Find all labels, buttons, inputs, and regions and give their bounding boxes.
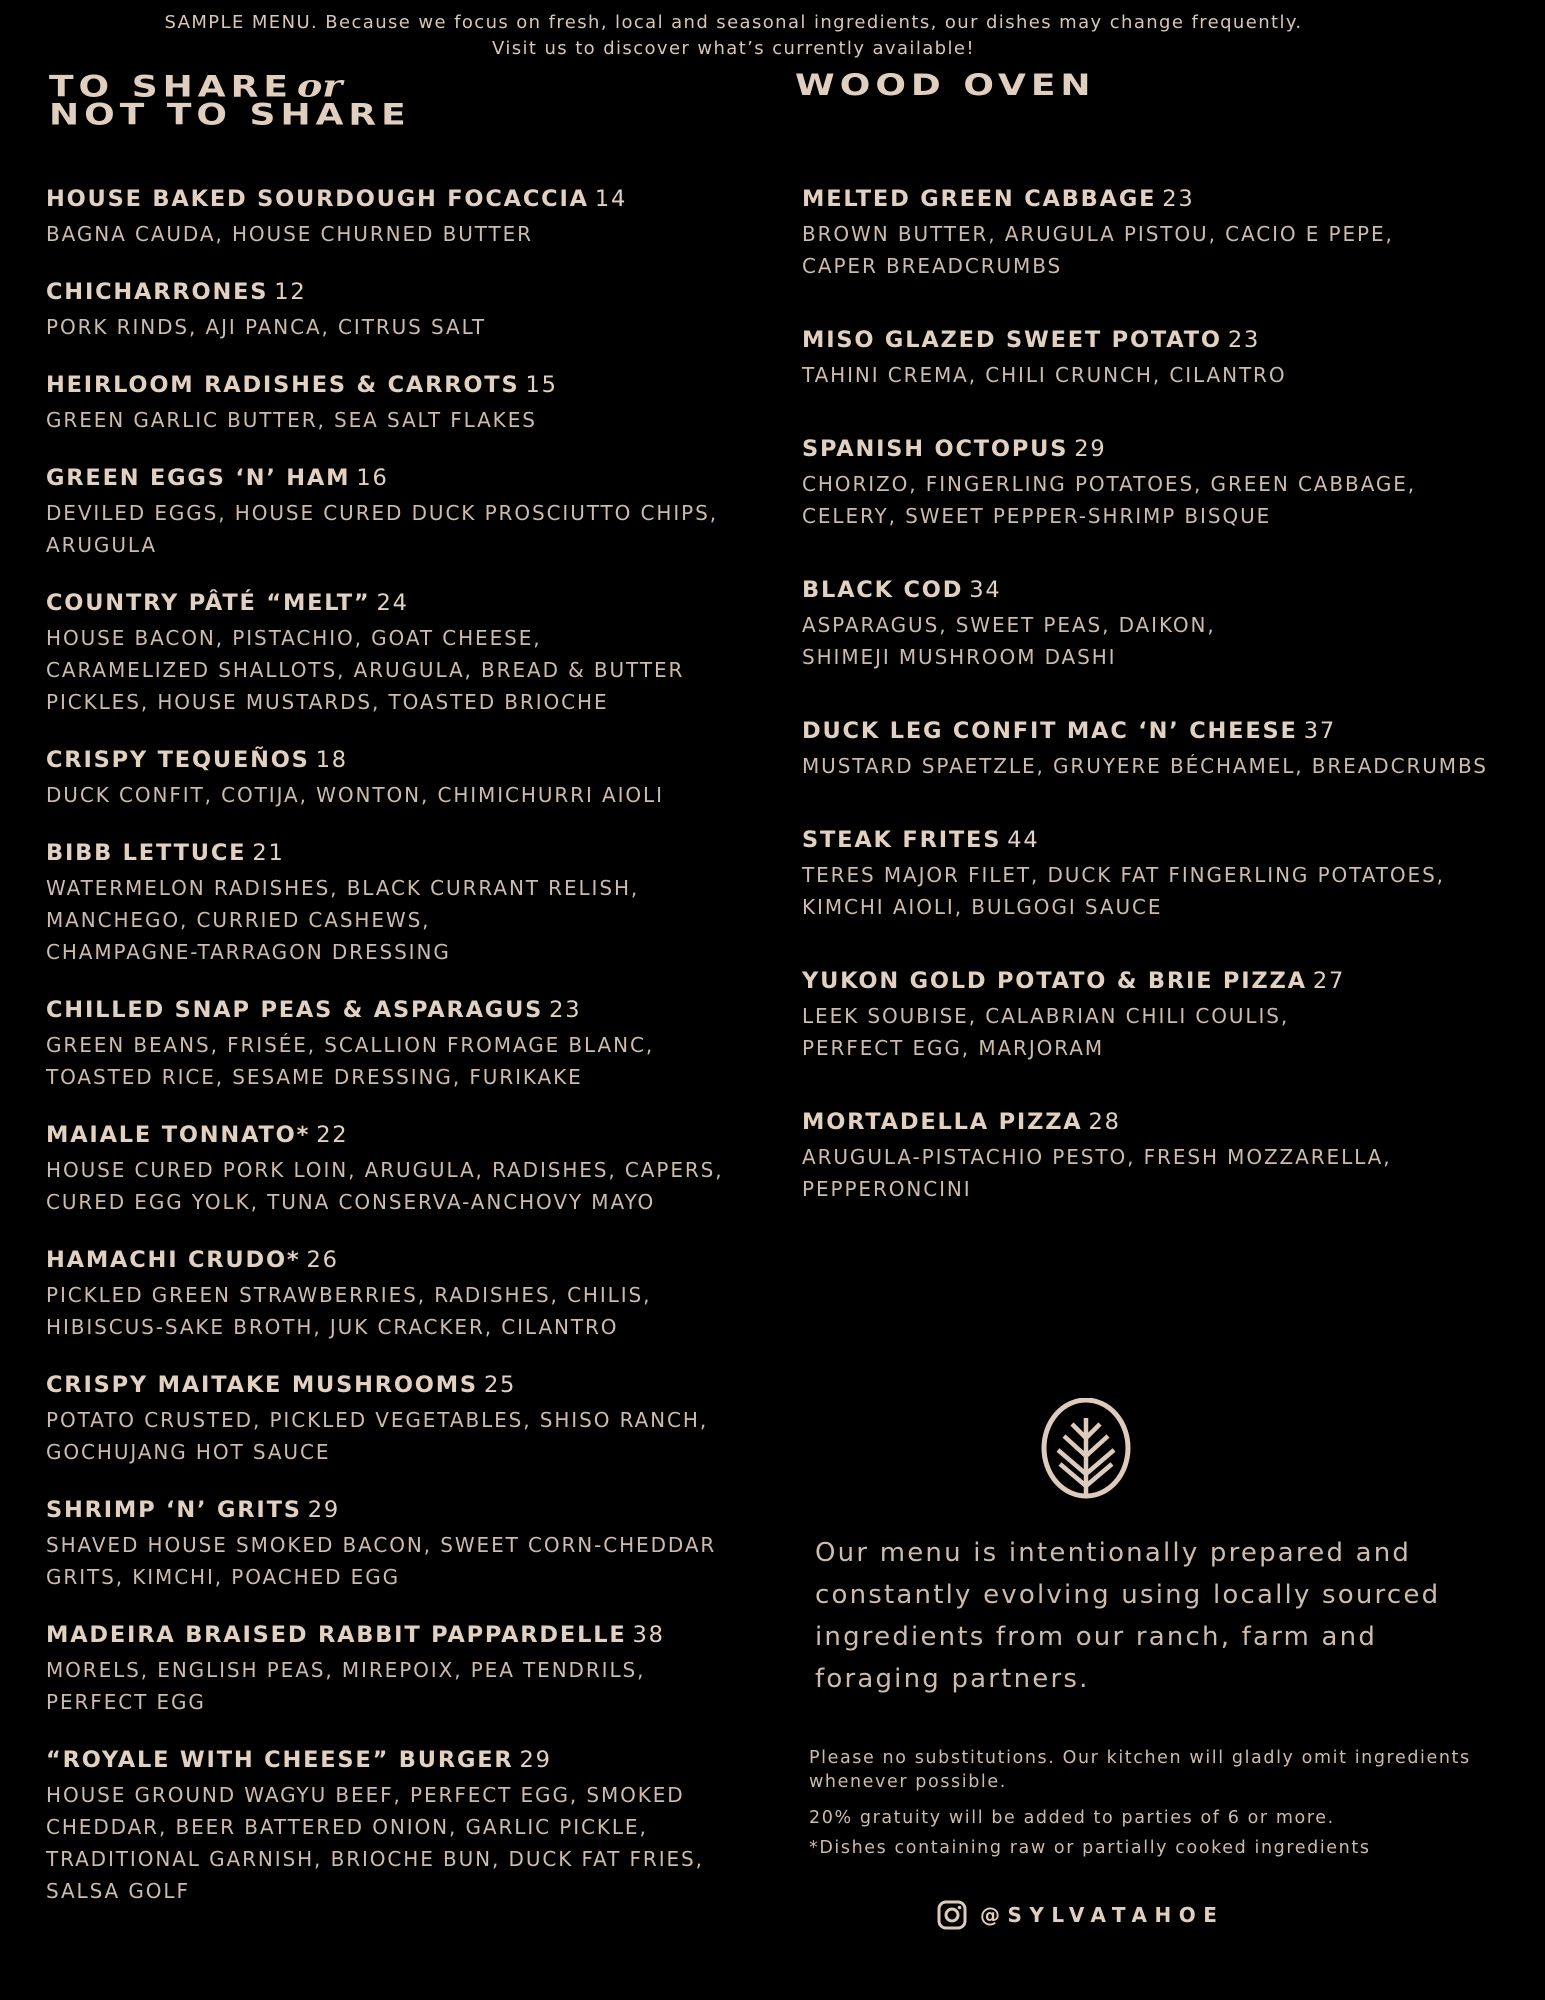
description-line: TERES MAJOR FILET, DUCK FAT FINGERLING POTATOES, bbox=[802, 863, 1445, 887]
menu-item-heading bbox=[46, 463, 736, 493]
menu-item-name: MELTED GREEN CABBAGE bbox=[802, 186, 1157, 212]
menu-item-description bbox=[46, 872, 736, 968]
menu-item-description bbox=[802, 750, 1502, 782]
menu-item-heading bbox=[802, 966, 1502, 996]
menu-item-heading bbox=[802, 825, 1502, 855]
description-line: TOASTED RICE, SESAME DRESSING, FURIKAKE bbox=[46, 1065, 583, 1089]
menu-item-name: HOUSE BAKED SOURDOUGH FOCACCIA bbox=[46, 186, 589, 212]
description-line: PORK RINDS, AJI PANCA, CITRUS SALT bbox=[46, 315, 486, 339]
menu-item-name: SHRIMP ‘N’ GRITS bbox=[46, 1497, 302, 1523]
description-line: TRADITIONAL GARNISH, BRIOCHE BUN, DUCK FAT FRIES, bbox=[46, 1847, 704, 1871]
raw-food-note bbox=[809, 1836, 1509, 1860]
menu-item bbox=[46, 1745, 736, 1907]
description-line: DEVILED EGGS, HOUSE CURED DUCK PROSCIUTTO CHIPS, bbox=[46, 501, 718, 525]
menu-item bbox=[46, 1495, 736, 1593]
menu-item-name: DUCK LEG CONFIT MAC ‘N’ CHEESE bbox=[802, 718, 1298, 744]
fine-line: whenever possible. bbox=[809, 1772, 1007, 1792]
menu-item-price: 21 bbox=[252, 840, 285, 866]
menu-item-name: YUKON GOLD POTATO & BRIE PIZZA bbox=[802, 968, 1307, 994]
description-line: PICKLES, HOUSE MUSTARDS, TOASTED BRIOCHE bbox=[46, 690, 609, 714]
menu-item bbox=[802, 966, 1502, 1064]
menu-item-description bbox=[46, 404, 736, 436]
menu-item-price: 34 bbox=[969, 577, 1002, 603]
menu-item-price: 26 bbox=[306, 1247, 339, 1273]
menu-item bbox=[46, 1245, 736, 1343]
description-line: LEEK SOUBISE, CALABRIAN CHILI COULIS, bbox=[802, 1004, 1290, 1028]
menu-item-price: 25 bbox=[483, 1372, 517, 1398]
menu-item bbox=[46, 277, 736, 343]
menu-item-price: 23 bbox=[1162, 186, 1195, 212]
description-line: GOCHUJANG HOT SAUCE bbox=[46, 1440, 331, 1464]
description-line: HOUSE GROUND WAGYU BEEF, PERFECT EGG, SMOKED bbox=[46, 1783, 685, 1807]
menu-item-name: HEIRLOOM RADISHES & CARROTS bbox=[46, 372, 520, 398]
menu-item-heading bbox=[802, 716, 1502, 746]
menu-notice bbox=[0, 10, 1467, 62]
title-script-word: or bbox=[296, 67, 343, 104]
story-line: foraging partners. bbox=[815, 1664, 1090, 1694]
menu-item-heading bbox=[46, 1495, 736, 1525]
description-line: GREEN BEANS, FRISÉE, SCALLION FROMAGE BLANC, bbox=[46, 1033, 655, 1057]
menu-item-price: 38 bbox=[632, 1622, 665, 1648]
menu-item bbox=[802, 1107, 1502, 1205]
menu-item-heading bbox=[46, 1120, 736, 1150]
menu-item-price: 44 bbox=[1007, 827, 1040, 853]
menu-item-name: “ROYALE WITH CHEESE” BURGER bbox=[46, 1747, 514, 1773]
menu-item bbox=[46, 1120, 736, 1218]
menu-item-name: MISO GLAZED SWEET POTATO bbox=[802, 327, 1222, 353]
description-line: WATERMELON RADISHES, BLACK CURRANT RELISH, bbox=[46, 876, 640, 900]
menu-item bbox=[46, 463, 736, 561]
menu-item-description bbox=[802, 609, 1502, 673]
menu-item-heading bbox=[46, 745, 736, 775]
menu-item bbox=[802, 325, 1502, 391]
description-line: CHAMPAGNE-TARRAGON DRESSING bbox=[46, 940, 451, 964]
fine-line: *Dishes containing raw or partially cooked ingredients bbox=[809, 1838, 1371, 1858]
menu-item-price: 29 bbox=[1074, 436, 1107, 462]
menu-item bbox=[802, 184, 1502, 282]
menu-item-description bbox=[46, 622, 736, 718]
social-handle-link[interactable] bbox=[936, 1898, 1224, 1932]
menu-item-heading bbox=[46, 370, 736, 400]
section-title-wood-oven: WOOD OVEN bbox=[795, 68, 1096, 103]
menu-item-price: 24 bbox=[376, 590, 409, 616]
menu-item-price: 23 bbox=[549, 997, 582, 1023]
description-line: PEPPERONCINI bbox=[802, 1177, 972, 1201]
fine-line: 20% gratuity will be added to parties of 6 or more. bbox=[809, 1808, 1335, 1828]
description-line: CHORIZO, FINGERLING POTATOES, GREEN CABBAGE, bbox=[802, 472, 1417, 496]
description-line: GRITS, KIMCHI, POACHED EGG bbox=[46, 1565, 401, 1589]
menu-item-heading bbox=[46, 838, 736, 868]
menu-item-heading bbox=[46, 1620, 736, 1650]
menu-item-price: 23 bbox=[1227, 327, 1261, 353]
description-line: PERFECT EGG, MARJORAM bbox=[802, 1036, 1105, 1060]
menu-item-price: 29 bbox=[519, 1747, 552, 1773]
menu-item-price: 37 bbox=[1303, 718, 1336, 744]
menu-item-name: CHILLED SNAP PEAS & ASPARAGUS bbox=[46, 997, 544, 1023]
menu-item-price: 28 bbox=[1088, 1109, 1121, 1135]
menu-item-price: 12 bbox=[274, 279, 307, 305]
menu-item-description bbox=[802, 468, 1502, 532]
menu-item-name: CHICHARRONES bbox=[46, 279, 269, 305]
menu-item-description bbox=[802, 1000, 1502, 1064]
menu-item bbox=[46, 184, 736, 250]
menu-story bbox=[815, 1532, 1441, 1700]
menu-item-name: MADEIRA BRAISED RABBIT PAPPARDELLE bbox=[46, 1622, 627, 1648]
notice-line: SAMPLE MENU. Because we focus on fresh, local and seasonal ingredients, our dishes may change frequently. bbox=[164, 12, 1303, 33]
menu-item-price: 16 bbox=[356, 465, 389, 491]
description-line: CURED EGG YOLK, TUNA CONSERVA-ANCHOVY MAYO bbox=[46, 1190, 656, 1214]
tree-leaf-icon bbox=[1040, 1398, 1132, 1502]
menu-item-name: GREEN EGGS ‘N’ HAM bbox=[46, 465, 351, 491]
description-line: ARUGULA-PISTACHIO PESTO, FRESH MOZZARELLA, bbox=[802, 1145, 1392, 1169]
menu-item bbox=[46, 588, 736, 718]
story-line: constantly evolving using locally sourced bbox=[815, 1580, 1441, 1610]
description-line: SHIMEJI MUSHROOM DASHI bbox=[802, 645, 1117, 669]
menu-item-price: 29 bbox=[307, 1497, 340, 1523]
description-line: PERFECT EGG bbox=[46, 1690, 206, 1714]
social-handle-text: @SYLVATAHOE bbox=[980, 1903, 1225, 1927]
description-line: DUCK CONFIT, COTIJA, WONTON, CHIMICHURRI AIOLI bbox=[46, 783, 664, 807]
story-line: Our menu is intentionally prepared and bbox=[815, 1538, 1412, 1568]
description-line: BAGNA CAUDA, HOUSE CHURNED BUTTER bbox=[46, 222, 533, 246]
fine-line: Please no substitutions. Our kitchen will gladly omit ingredients bbox=[809, 1748, 1471, 1768]
menu-item-price: 22 bbox=[316, 1122, 349, 1148]
menu-item-name: MORTADELLA PIZZA bbox=[802, 1109, 1083, 1135]
menu-item-heading bbox=[802, 325, 1502, 355]
description-line: MANCHEGO, CURRIED CASHEWS, bbox=[46, 908, 431, 932]
menu-item-heading bbox=[802, 434, 1502, 464]
section-title-to-share bbox=[49, 67, 411, 132]
description-line: TAHINI CREMA, CHILI CRUNCH, CILANTRO bbox=[802, 363, 1287, 387]
menu-item bbox=[802, 825, 1502, 923]
menu-item-description bbox=[802, 1141, 1502, 1205]
menu-item-description bbox=[802, 859, 1502, 923]
menu-item bbox=[46, 745, 736, 811]
menu-item-heading bbox=[802, 1107, 1502, 1137]
description-line: MORELS, ENGLISH PEAS, MIREPOIX, PEA TENDRILS, bbox=[46, 1658, 646, 1682]
description-line: GREEN GARLIC BUTTER, SEA SALT FLAKES bbox=[46, 408, 537, 432]
description-line: HIBISCUS-SAKE BROTH, JUK CRACKER, CILANTRO bbox=[46, 1315, 619, 1339]
menu-item-name: CRISPY MAITAKE MUSHROOMS bbox=[46, 1372, 478, 1398]
menu-item-name: MAIALE TONNATO* bbox=[46, 1122, 311, 1148]
menu-item-name: HAMACHI CRUDO* bbox=[46, 1247, 301, 1273]
description-line: ARUGULA bbox=[46, 533, 157, 557]
description-line: SHAVED HOUSE SMOKED BACON, SWEET CORN-CHEDDAR bbox=[46, 1533, 717, 1557]
notice-line: Visit us to discover what’s currently available! bbox=[492, 38, 975, 59]
menu-item-description bbox=[46, 497, 736, 561]
title-part: TO SHARE bbox=[49, 70, 293, 104]
description-line: KIMCHI AIOLI, BULGOGI SAUCE bbox=[802, 895, 1163, 919]
menu-item-price: 15 bbox=[525, 372, 558, 398]
menu-item-heading bbox=[802, 184, 1502, 214]
menu-item-description bbox=[46, 218, 736, 250]
menu-item-heading bbox=[46, 995, 736, 1025]
menu-item-description bbox=[802, 218, 1502, 282]
description-line: CAPER BREADCRUMBS bbox=[802, 254, 1063, 278]
menu-item-heading bbox=[46, 588, 736, 618]
menu-item-description bbox=[802, 359, 1502, 391]
menu-item-price: 27 bbox=[1312, 968, 1346, 994]
description-line: POTATO CRUSTED, PICKLED VEGETABLES, SHISO RANCH, bbox=[46, 1408, 709, 1432]
story-line: ingredients from our ranch, farm and bbox=[815, 1622, 1378, 1652]
menu-item bbox=[46, 370, 736, 436]
menu-item bbox=[46, 838, 736, 968]
menu-item-name: BLACK COD bbox=[802, 577, 964, 603]
menu-item-description bbox=[46, 1029, 736, 1093]
menu-item-name: STEAK FRITES bbox=[802, 827, 1002, 853]
menu-item-price: 14 bbox=[594, 186, 628, 212]
description-line: CHEDDAR, BEER BATTERED ONION, GARLIC PICKLE, bbox=[46, 1815, 648, 1839]
description-line: HOUSE CURED PORK LOIN, ARUGULA, RADISHES, CAPERS, bbox=[46, 1158, 724, 1182]
menu-item-description bbox=[46, 1529, 736, 1593]
description-line: ASPARAGUS, SWEET PEAS, DAIKON, bbox=[802, 613, 1216, 637]
menu-item-name: SPANISH OCTOPUS bbox=[802, 436, 1069, 462]
menu-item bbox=[46, 1620, 736, 1718]
menu-item bbox=[802, 575, 1502, 673]
menu-column-left bbox=[46, 184, 736, 1934]
description-line: CELERY, SWEET PEPPER-SHRIMP BISQUE bbox=[802, 504, 1272, 528]
menu-item-description bbox=[46, 1404, 736, 1468]
description-line: BROWN BUTTER, ARUGULA PISTOU, CACIO E PEPE, bbox=[802, 222, 1394, 246]
menu-column-right bbox=[802, 184, 1502, 1248]
description-line: HOUSE BACON, PISTACHIO, GOAT CHEESE, bbox=[46, 626, 542, 650]
menu-item-description bbox=[46, 1654, 736, 1718]
menu-item bbox=[46, 995, 736, 1093]
menu-item-name: BIBB LETTUCE bbox=[46, 840, 247, 866]
description-line: PICKLED GREEN STRAWBERRIES, RADISHES, CHILIS, bbox=[46, 1283, 652, 1307]
menu-item-name: COUNTRY PÂTÉ “MELT” bbox=[46, 590, 371, 616]
description-line: SALSA GOLF bbox=[46, 1879, 190, 1903]
menu-item bbox=[802, 716, 1502, 782]
menu-item-price: 18 bbox=[315, 747, 348, 773]
menu-item-heading bbox=[46, 1370, 736, 1400]
gratuity-note bbox=[809, 1806, 1509, 1830]
instagram-icon bbox=[936, 1899, 968, 1931]
menu-item-heading bbox=[802, 575, 1502, 605]
substitutions-note bbox=[809, 1746, 1509, 1794]
menu-item-heading bbox=[46, 1245, 736, 1275]
menu-item-description bbox=[46, 1154, 736, 1218]
menu-item-description bbox=[46, 1779, 736, 1907]
menu-item bbox=[802, 434, 1502, 532]
title-part: NOT TO SHARE bbox=[49, 98, 411, 132]
menu-item-description bbox=[46, 311, 736, 343]
menu-item-description bbox=[46, 779, 736, 811]
description-line: MUSTARD SPAETZLE, GRUYERE BÉCHAMEL, BREADCRUMBS bbox=[802, 754, 1488, 778]
menu-item-heading bbox=[46, 1745, 736, 1775]
menu-item-heading bbox=[46, 184, 736, 214]
menu-item-description bbox=[46, 1279, 736, 1343]
menu-item bbox=[46, 1370, 736, 1468]
menu-item-name: CRISPY TEQUEÑOS bbox=[46, 747, 310, 773]
menu-item-heading bbox=[46, 277, 736, 307]
description-line: CARAMELIZED SHALLOTS, ARUGULA, BREAD & BUTTER bbox=[46, 658, 685, 682]
